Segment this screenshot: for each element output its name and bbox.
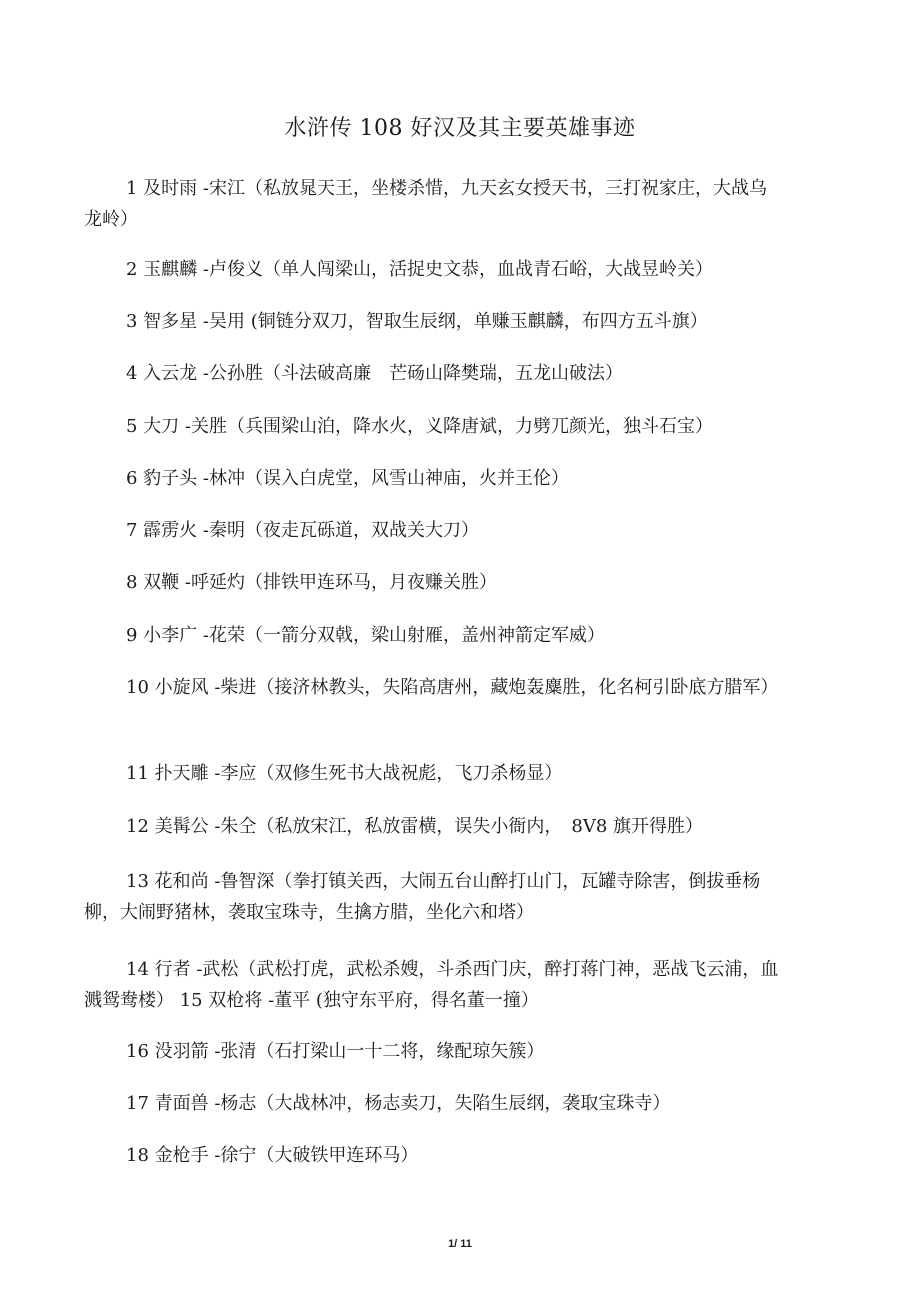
list-item: 13 花和尚 -鲁智深（拳打镇关西，大闹五台山醉打山门，瓦罐寺除害，倒拔垂杨柳，大闹野猪林，袭取宝珠寺，生擒方腊，坐化六和塔） (84, 871, 761, 923)
list-item: 8 双鞭 -呼延灼（排铁甲连环马，月夜赚关胜） (126, 572, 497, 593)
list-item: 16 没羽箭 -张清（石打梁山一十二将，缘配琼矢簇） (126, 1041, 545, 1062)
list-item: 17 青面兽 -杨志（大战林冲，杨志卖刀，失陷生辰纲，袭取宝珠寺） (126, 1093, 671, 1114)
list-item: 14 行者 -武松（武松打虎，武松杀嫂，斗杀西门庆，醉打蒋门神，恶战飞云浦，血溅鸳鸯楼） 15 双枪将 -董平 (独守东平府，得名董一撞） (84, 959, 779, 1011)
list-item: 3 智多星 -吴用 (铜链分双刀，智取生辰纲，单赚玉麒麟，布四方五斗旗） (126, 311, 708, 332)
list-item: 10 小旋风 -柴进（接济林教头，失陷高唐州，藏炮轰麋胜，化名柯引卧底方腊军） (126, 677, 779, 698)
page-title: 水浒传 108 好汉及其主要英雄事迹 (284, 116, 636, 141)
list-item: 7 霹雳火 -秦明（夜走瓦砾道，双战关大刀） (126, 520, 479, 541)
list-item: 6 豹子头 -林冲（误入白虎堂，风雪山神庙，火并王伦） (126, 468, 569, 489)
page-number: 1/ 11 (448, 1238, 472, 1250)
list-item: 11 扑天雕 -李应（双修生死书大战祝彪，飞刀杀杨显） (126, 763, 563, 784)
list-item: 18 金枪手 -徐宁（大破铁甲连环马） (126, 1145, 419, 1166)
list-item: 2 玉麒麟 -卢俊义（单人闯梁山，活捉史文恭，血战青石峪，大战昱岭关） (126, 259, 713, 280)
list-item: 12 美髯公 -朱仝（私放宋江，私放雷横，误失小衙内， 8V8 旗开得胜） (126, 816, 704, 837)
list-item: 1 及时雨 -宋江（私放晁天王，坐楼杀惜，九天玄女授天书，三打祝家庄，大战乌龙岭） (84, 178, 767, 230)
list-item: 9 小李广 -花荣（一箭分双戟，梁山射雁，盖州神箭定军威） (126, 625, 605, 646)
list-item: 5 大刀 -关胜（兵围梁山泊，降水火，义降唐斌，力劈兀颜光，独斗石宝） (126, 416, 713, 437)
list-item: 4 入云龙 -公孙胜（斗法破高廉 芒砀山降樊瑞，五龙山破法） (126, 363, 623, 384)
